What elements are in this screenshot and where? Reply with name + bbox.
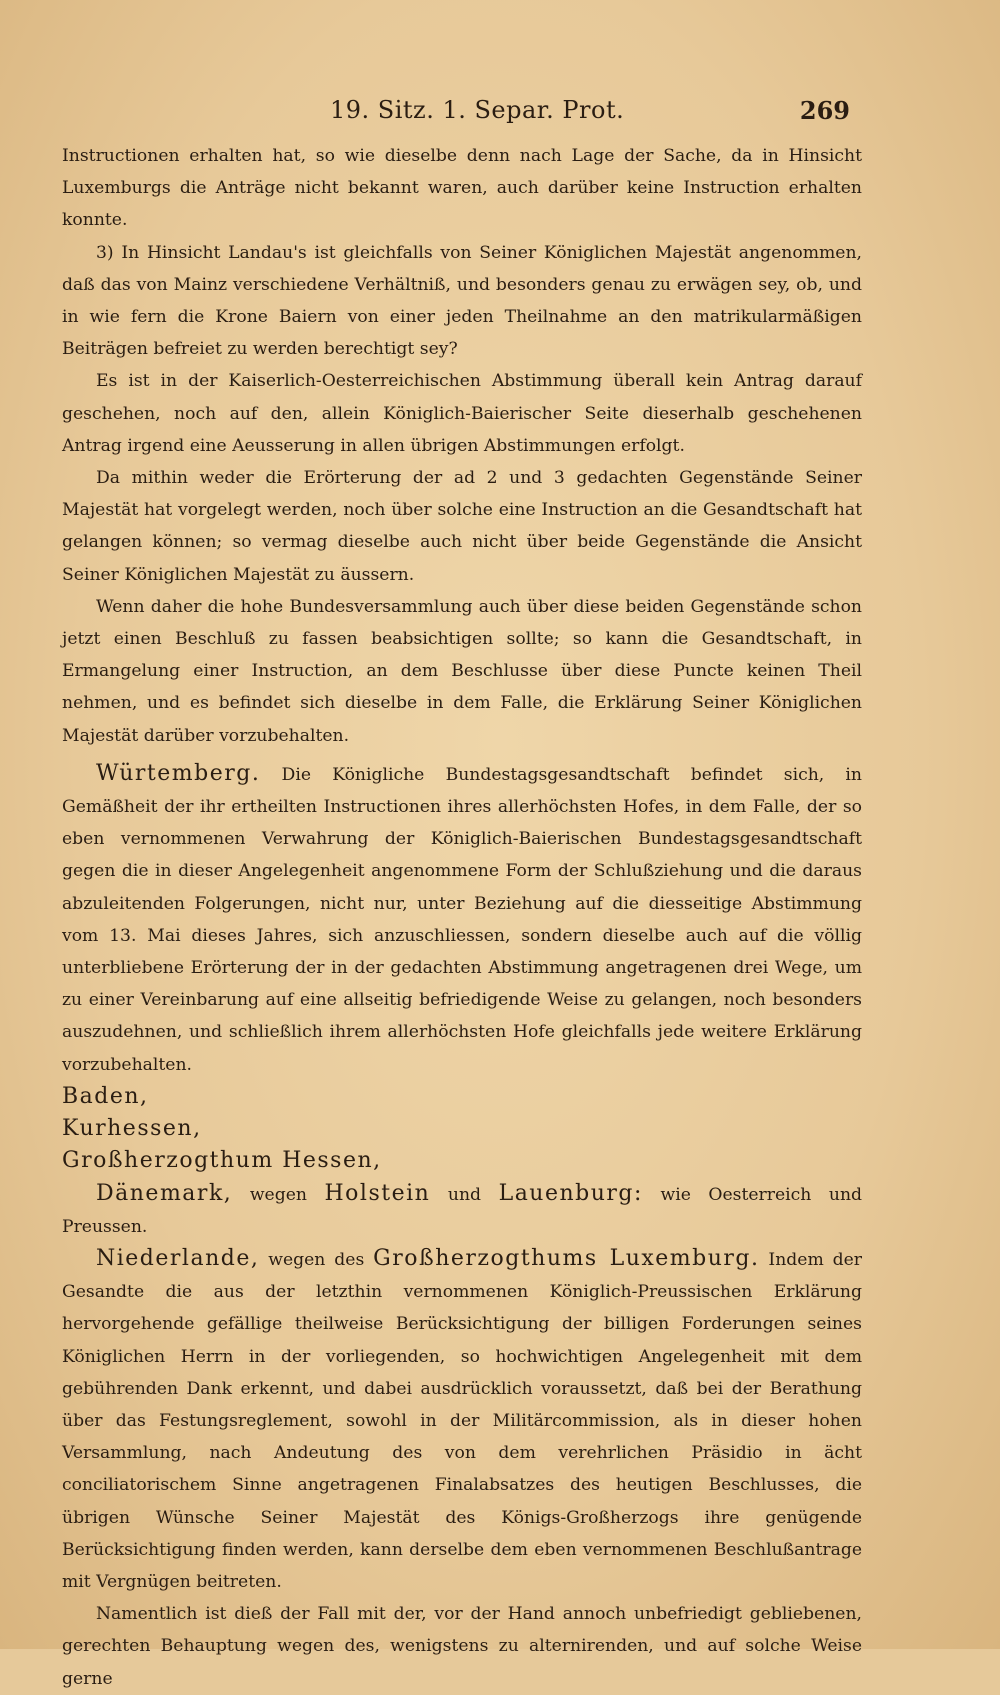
danemark-wegen: wegen <box>249 1184 307 1205</box>
paragraph-oesterreich: Es ist in der Kaiserlich-Oesterreichischen Abstimmung überall kein Antrag darauf geschehen, noch auf den, allein Königlich-Baierischer Seite dieserhalb geschehenen Antrag irgend eine Aeusserung in allen übrigen Abstimmungen erfolgt. <box>62 371 862 456</box>
state-name-niederlande: Niederlande, <box>96 1245 260 1271</box>
territory-luxemburg: Großherzogthums Luxemburg. <box>373 1245 760 1271</box>
paragraph-wurtemberg <box>62 758 862 1081</box>
page-header <box>0 96 1000 136</box>
page-number: 269 <box>799 96 850 125</box>
paragraph-niederlande <box>62 1243 862 1598</box>
state-name-danemark: Dänemark, <box>96 1180 233 1206</box>
entry-hessen: Großherzogthum Hessen, <box>62 1148 382 1174</box>
page-body <box>62 140 862 1695</box>
state-name-wurtemberg: Würtemberg. <box>96 760 261 786</box>
wurtemberg-text: Die Königliche Bundestagsgesandtschaft befindet sich, in Gemäßheit der ihr ertheilten Instructionen ihres allerhöchsten Hofes, in dem Falle, der so eben vernommenen Verwahrung der Königlich-Baierischen Bundestagsgesandtschaft gegen die in dieser Angelegenheit angenommene Form der Schlußziehung und die daraus abzuleitenden Folgerungen, nicht nur, unter Beziehung auf die diesseitige Abstimmung vom 13. Mai dieses Jahres, sich anzuschliessen, sondern dieselbe auch auf die völlig unterbliebene Erörterung der in der gedachten Abstimmung angetragenen drei Wege, um zu einer Vereinbarung auf eine allseitig befriedigende Weise zu gelangen, noch besonders auszudehnen, und schließlich ihrem allerhöchsten Hofe gleichfalls jede weitere Erklärung vorzubehalten. <box>62 764 863 1075</box>
paragraph-gegenstaende: Da mithin weder die Erörterung der ad 2 und 3 gedachten Gegenstände Seiner Majestät hat vorgelegt werden, noch über solche eine Instruction an die Gesandtschaft hat gelangen können; so vermag dieselbe auch nicht über beide Gegenstände die Ansicht Seiner Königlichen Majestät zu äussern. <box>62 468 862 585</box>
paragraph-landau: 3) In Hinsicht Landau's ist gleichfalls von Seiner Königlichen Majestät angenommen, daß das von Mainz verschiedene Verhältniß, und besonders genau zu erwägen sey, ob, und in wie fern die Krone Baiern von einer jeden Theilnahme an den matrikularmäßigen Beiträgen befreiet zu werden berechtigt sey? <box>62 242 862 360</box>
niederlande-wegen: wegen des <box>268 1249 365 1270</box>
danemark-und: und <box>447 1184 482 1205</box>
territory-holstein: Holstein <box>324 1180 431 1206</box>
running-title: 19. Sitz. 1. Separ. Prot. <box>330 96 625 124</box>
paragraph-instructionen: Instructionen erhalten hat, so wie dieselbe denn nach Lage der Sache, da in Hinsicht Luxemburgs die Anträge nicht bekannt waren, auch darüber keine Instruction erhalten konnte. <box>62 146 862 231</box>
paragraph-namentlich: Namentlich ist dieß der Fall mit der, vor der Hand annoch unbefriedigt gebliebenen, gerechten Behauptung wegen des, wenigstens zu alternirenden, und auf solche Weise gerne <box>62 1604 862 1689</box>
paragraph-danemark <box>62 1178 862 1243</box>
danemark-rest: wie Oesterreich und Preussen. <box>62 1184 863 1237</box>
territory-lauenburg: Lauenburg: <box>498 1180 643 1206</box>
entry-baden: Baden, <box>62 1083 149 1109</box>
entry-kurhessen: Kurhessen, <box>62 1116 202 1142</box>
niederlande-text: Indem der Gesandte die aus der letzthin vernommenen Königlich-Preussischen Erklärung hervorgehende gefällige theilweise Berücksichtigung der billigen Forderungen seines Königlichen Herrn in der vorliegenden, so hochwichtigen Angelegenheit mit dem gebührenden Dank erkennt, und dabei ausdrücklich voraussetzt, daß bei der Berathung über das Festungsreglement, sowohl in der Militärcommission, als in dieser hohen Versammlung, nach Andeutung des von dem verehrlichen Präsidio in ächt conciliatorischem Sinne angetragenen Finalabsatzes des heutigen Beschlusses, die übrigen Wünsche Seiner Majestät des Königs-Großherzogs ihre genügende Berücksichtigung finden werden, kann derselbe dem eben vernommenen Beschlußantrage mit Vergnügen beitreten. <box>62 1249 863 1592</box>
paragraph-bundesversammlung: Wenn daher die hohe Bundesversammlung auch über diese beiden Gegenstände schon jetzt einen Beschluß zu fassen beabsichtigen sollte; so kann die Gesandtschaft, in Ermangelung einer Instruction, an dem Beschlusse über diese Puncte keinen Theil nehmen, und es befindet sich dieselbe in dem Falle, die Erklärung Seiner Königlichen Majestät darüber vorzubehalten. <box>62 596 862 746</box>
